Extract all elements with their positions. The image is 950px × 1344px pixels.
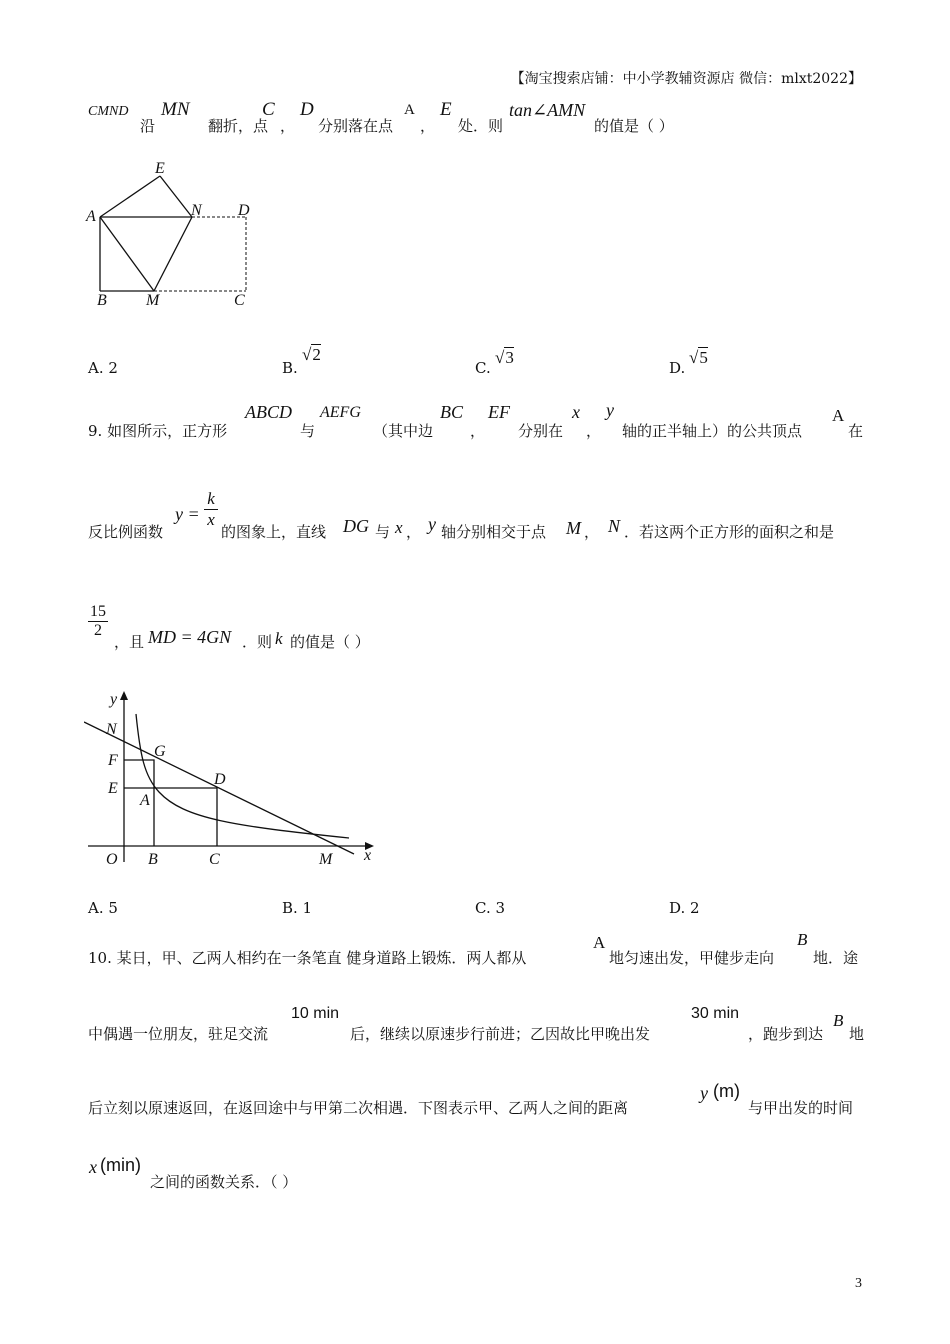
denominator: x <box>204 509 218 530</box>
fraction-15-over-2 <box>88 603 108 640</box>
text: 轴的正半轴上）的公共顶点 <box>622 422 803 440</box>
label-c: C <box>209 851 220 868</box>
label-b: B <box>97 292 107 309</box>
text-mn: MN <box>161 99 190 120</box>
text-md-4gn: MD = 4GN <box>148 627 232 647</box>
text: 分别在 <box>518 422 564 440</box>
text-k: k <box>275 629 283 648</box>
q8-figure <box>82 155 262 313</box>
text-cmnd: CMND <box>88 104 129 119</box>
text: 的图象上，直线 <box>221 523 327 541</box>
page-number: 3 <box>855 1276 862 1291</box>
text-b: B <box>833 1011 844 1030</box>
text-d: D <box>300 99 314 120</box>
text-a: A <box>832 406 845 425</box>
text-a: A <box>593 933 606 952</box>
radicand: 5 <box>699 348 708 367</box>
text-e: E <box>440 99 452 120</box>
text: 分别落在点 <box>318 117 394 135</box>
radicand: 3 <box>505 348 514 367</box>
text: ， <box>406 523 422 541</box>
text: 的值是（ ） <box>290 633 370 651</box>
text-c: C <box>262 99 275 120</box>
text: ， <box>420 117 436 135</box>
label-c: C <box>234 292 245 309</box>
text-a: A <box>404 102 415 118</box>
text: 9. 如图所示，正方形 <box>88 422 228 440</box>
label-f: F <box>108 752 118 769</box>
text: 地 <box>849 1025 865 1043</box>
label-g: G <box>154 743 166 760</box>
option-letter: C. <box>475 359 491 377</box>
numerator: k <box>207 489 215 508</box>
q9-option-c[interactable]: C. 3 <box>475 899 506 917</box>
q8-option-b-radical: √2 <box>302 345 321 364</box>
text-y: y <box>700 1083 708 1103</box>
text: ，且 <box>114 633 145 651</box>
square-abcd <box>124 788 217 846</box>
text-30-min: 30 min <box>691 1005 740 1022</box>
text-ef: EF <box>488 402 510 422</box>
text-tan-amn: tan∠AMN <box>509 100 586 120</box>
numerator: 15 <box>90 603 106 620</box>
text: 轴分别相交于点 <box>441 523 547 541</box>
text: 与 <box>375 523 391 541</box>
text-y: y <box>606 400 614 420</box>
text-y-equals: y = <box>175 504 200 524</box>
q9-option-a[interactable]: A. 5 <box>88 899 118 917</box>
label-m: M <box>319 851 333 868</box>
q8-option-d-radical: √5 <box>689 348 708 367</box>
text-x: x <box>395 518 403 537</box>
text-bc: BC <box>440 402 464 422</box>
segment-nm <box>154 217 192 291</box>
label-x: x <box>364 847 372 864</box>
label-b: B <box>148 851 158 868</box>
text-abcd: ABCD <box>245 402 292 422</box>
text-y: y <box>428 514 436 534</box>
q8-option-a[interactable]: A. 2 <box>88 359 118 377</box>
y-axis-arrow <box>120 691 128 700</box>
text-unit-min: (min) <box>100 1155 141 1175</box>
text: ， <box>586 422 602 440</box>
text: 沿 <box>140 117 156 135</box>
label-d: D <box>214 771 226 788</box>
text-unit-m: (m) <box>713 1081 740 1101</box>
text: ．则 <box>242 633 273 651</box>
text-aefg: AEFG <box>320 404 361 421</box>
text-b: B <box>797 930 808 949</box>
segment-am <box>100 217 154 291</box>
text-m: M <box>566 518 581 538</box>
text: ，跑步到达 <box>748 1025 824 1043</box>
text: ， <box>280 117 296 135</box>
text: 处．则 <box>458 117 504 135</box>
denominator: 2 <box>88 621 108 640</box>
text: ， <box>584 523 600 541</box>
hyperbola-curve <box>136 714 349 838</box>
text: 后，继续以原速步行前进；乙因故比甲晚出发 <box>350 1025 651 1043</box>
label-d: D <box>238 202 250 219</box>
q8-option-d[interactable] <box>669 359 685 377</box>
text: ．若这两个正方形的面积之和是 <box>624 523 835 541</box>
q8-option-c[interactable] <box>475 359 491 377</box>
text: 地匀速出发，甲健步走向 <box>609 949 775 967</box>
text-x: x <box>89 1157 97 1177</box>
text-n: N <box>608 516 621 536</box>
text: 后立刻以原速返回，在返回途中与甲第二次相遇．下图表示甲、乙两人之间的距离 <box>88 1099 629 1117</box>
segment-en <box>160 176 192 217</box>
radicand: 2 <box>312 345 321 364</box>
q9-figure <box>84 684 384 874</box>
text: 与 <box>300 422 316 440</box>
q9-option-d[interactable]: D. 2 <box>669 899 700 917</box>
text: 翻折，点 <box>208 117 269 135</box>
q8-option-c-radical: √3 <box>495 348 514 367</box>
label-a: A <box>86 208 96 225</box>
text-10-min: 10 min <box>291 1005 340 1022</box>
q8-option-b[interactable] <box>282 359 298 377</box>
label-e: E <box>108 780 118 797</box>
label-m: M <box>146 292 160 309</box>
text: 在 <box>848 422 864 440</box>
option-letter: B. <box>282 359 298 377</box>
text: 与甲出发的时间 <box>748 1099 854 1117</box>
label-e: E <box>155 160 165 177</box>
text: （其中边 <box>373 422 434 440</box>
q9-option-b[interactable]: B. 1 <box>282 899 313 917</box>
text-dg: DG <box>343 516 369 536</box>
text: 的值是（ ） <box>594 117 674 135</box>
text: 之间的函数关系．（ ） <box>150 1173 298 1191</box>
label-y: y <box>110 691 118 708</box>
header-text: 【淘宝搜索店铺：中小学教辅资源店 微信：mlxt2022】 <box>510 71 862 87</box>
segment-ae <box>100 176 160 217</box>
label-a: A <box>140 792 150 809</box>
text: 中偶遇一位朋友，驻足交流 <box>88 1025 269 1043</box>
text: 反比例函数 <box>88 523 164 541</box>
option-letter: D. <box>669 359 686 377</box>
label-n: N <box>191 202 202 219</box>
label-n: N <box>106 721 117 738</box>
fraction-k-over-x <box>204 489 218 530</box>
label-o: O <box>106 851 118 868</box>
text: ， <box>470 422 486 440</box>
text: 地．途 <box>813 949 859 967</box>
text: 10. 某日，甲、乙两人相约在一条笔直 健身道路上锻炼．两人都从 <box>88 949 527 967</box>
text-x: x <box>572 402 580 422</box>
